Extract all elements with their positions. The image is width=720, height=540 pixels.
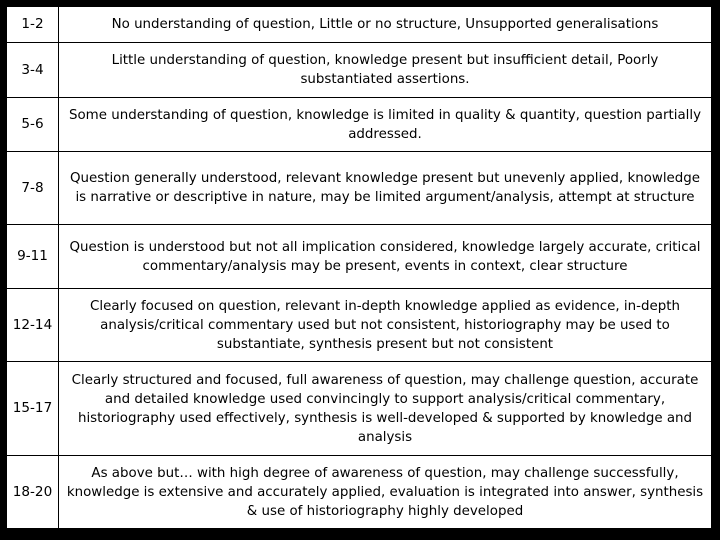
rubric-sheet: [6, 6, 712, 528]
description-cell: Some understanding of question, knowledge is limited in quality & quantity, question partially addressed.: [59, 98, 712, 152]
table-row: [7, 98, 712, 152]
table-row: [7, 43, 712, 98]
band-cell: 1-2: [7, 7, 59, 43]
table-row: [7, 362, 712, 456]
table-row: [7, 289, 712, 362]
band-cell: 3-4: [7, 43, 59, 98]
band-cell: 12-14: [7, 289, 59, 362]
description-cell: Clearly structured and focused, full awareness of question, may challenge question, accurate and detailed knowledge used convincingly to support analysis/critical commentary, historiography used effectively, synthesis is well-developed & supported by knowledge and analysis: [59, 362, 712, 456]
description-cell: No understanding of question, Little or no structure, Unsupported generalisations: [59, 7, 712, 43]
band-cell: 7-8: [7, 152, 59, 225]
band-cell: 9-11: [7, 225, 59, 289]
band-cell: 18-20: [7, 456, 59, 529]
description-cell: Question is understood but not all implication considered, knowledge largely accurate, critical commentary/analysis may be present, events in context, clear structure: [59, 225, 712, 289]
table-row: [7, 7, 712, 43]
band-cell: 5-6: [7, 98, 59, 152]
mark-scheme-table: [6, 6, 712, 529]
table-row: [7, 225, 712, 289]
description-cell: As above but… with high degree of awareness of question, may challenge successfully, knowledge is extensive and accurately applied, evaluation is integrated into answer, synthesis & use of historiography highly developed: [59, 456, 712, 529]
description-cell: Question generally understood, relevant knowledge present but unevenly applied, knowledge is narrative or descriptive in nature, may be limited argument/analysis, attempt at structure: [59, 152, 712, 225]
description-cell: Clearly focused on question, relevant in-depth knowledge applied as evidence, in-depth analysis/critical commentary used but not consistent, historiography may be used to substantiate, synthesis present but not consistent: [59, 289, 712, 362]
table-row: [7, 152, 712, 225]
description-cell: Little understanding of question, knowledge present but insufficient detail, Poorly substantiated assertions.: [59, 43, 712, 98]
table-row: [7, 456, 712, 529]
band-cell: 15-17: [7, 362, 59, 456]
